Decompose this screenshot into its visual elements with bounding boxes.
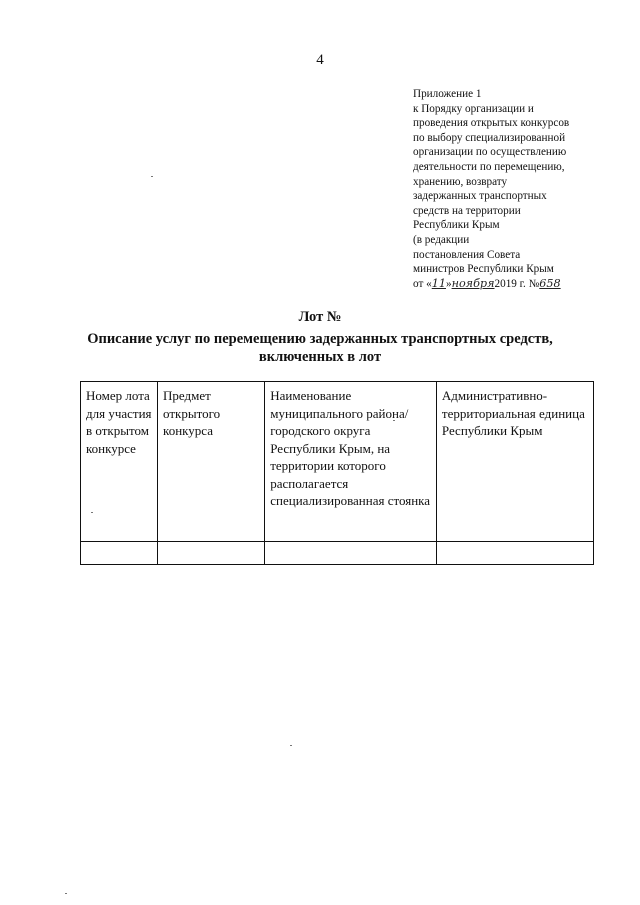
- appendix-block: [413, 87, 623, 291]
- page-number: 4: [316, 52, 324, 68]
- table-header-cell: Номер лота для участия в открытом конкурсе: [81, 382, 158, 542]
- lots-table: [80, 381, 594, 565]
- appendix-line: хранению, возврату: [413, 175, 508, 188]
- appendix-line: Республики Крым: [413, 219, 500, 232]
- table-row: [81, 542, 594, 565]
- scan-speck: [393, 420, 395, 421]
- appendix-line: задержанных транспортных: [413, 190, 547, 203]
- date-year: 2019 г. №: [494, 277, 540, 290]
- appendix-line: проведения открытых конкурсов: [413, 117, 570, 130]
- scan-speck: [151, 176, 153, 177]
- table-cell: [81, 542, 158, 565]
- appendix-line: Приложение 1: [413, 88, 482, 100]
- table-header-cell: Наименование муниципального района/городского округа Республики Крым, на территории которого располагается специализированная стоянка: [265, 382, 437, 542]
- appendix-date-line: [413, 277, 623, 292]
- table-header-cell: Предмет открытого конкурса: [158, 382, 265, 542]
- description-title: Описание услуг по перемещению задержанных транспортных средств, включенных в лот: [87, 331, 553, 365]
- appendix-line: средств на территории: [413, 204, 521, 217]
- appendix-line: министров Республики Крым: [413, 263, 554, 276]
- table-cell: [436, 542, 593, 565]
- date-day-handwritten: 11: [431, 276, 446, 290]
- appendix-line: постановления Совета: [413, 248, 521, 261]
- appendix-line: организации по осуществлению: [413, 146, 567, 159]
- scan-speck: [290, 745, 292, 746]
- date-prefix: от «: [413, 277, 432, 290]
- scan-speck: [65, 893, 67, 894]
- table-cell: [158, 542, 265, 565]
- appendix-line: по выбору специализированной: [413, 131, 566, 144]
- table-header-row: [81, 382, 594, 542]
- appendix-line: (в редакции: [413, 233, 470, 246]
- scan-speck: [91, 512, 93, 513]
- table-cell: [265, 542, 437, 565]
- date-mid: »: [445, 277, 452, 290]
- table-header-cell: Административно-территориальная единица Республики Крым: [436, 382, 593, 542]
- lot-title: Лот №: [298, 309, 342, 325]
- appendix-line: к Порядку организации и: [413, 102, 534, 115]
- date-month-handwritten: ноября: [451, 276, 495, 290]
- appendix-line: деятельности по перемещению,: [413, 160, 565, 173]
- date-number-handwritten: 658: [539, 276, 561, 290]
